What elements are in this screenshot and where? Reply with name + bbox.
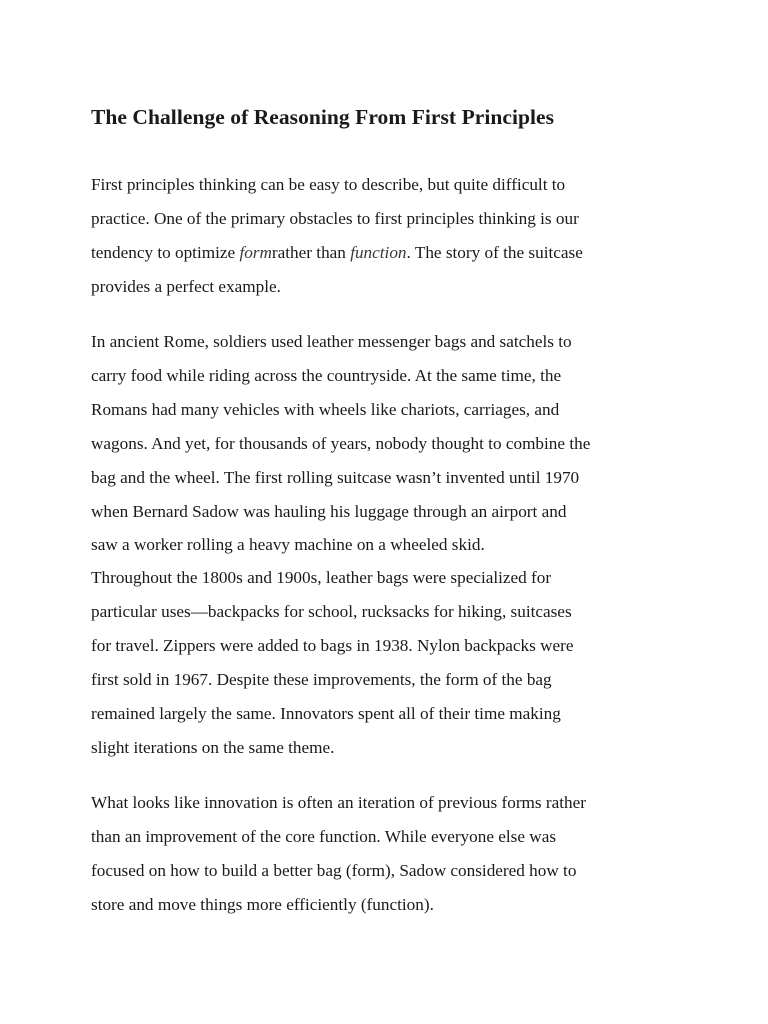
emphasis-form: form (239, 242, 272, 262)
text-line: remained largely the same. Innovators spent all of their time making (91, 703, 561, 723)
text-run: rather than (271, 242, 351, 262)
text-line: First principles thinking can be easy to describe, but quite difficult to (91, 175, 566, 194)
emphasis-function: function (350, 242, 407, 262)
paragraph-rome (91, 325, 691, 562)
text-line: than an improvement of the core function. While everyone else was (91, 826, 557, 846)
text-run: . The story of the suitcase (406, 242, 583, 262)
paragraph-intro (91, 168, 691, 304)
text-line: for travel. Zippers were added to bags in 1938. Nylon backpacks were (91, 635, 574, 655)
text-line: In ancient Rome, soldiers used leather messenger bags and satchels to (91, 332, 572, 351)
text-line: carry food while riding across the countryside. At the same time, the (91, 365, 562, 385)
text-line: store and move things more efficiently (function). (91, 894, 434, 914)
text-line: when Bernard Sadow was hauling his luggage through an airport and (91, 501, 567, 521)
page-title: The Challenge of Reasoning From First Principles (91, 105, 555, 129)
text-run: tendency to optimize (91, 242, 240, 262)
paragraph-conclusion (91, 786, 691, 922)
text-line: slight iterations on the same theme. (91, 737, 335, 757)
text-line: Throughout the 1800s and 1900s, leather bags were specialized for (91, 568, 552, 587)
text-line: practice. One of the primary obstacles to first principles thinking is our (91, 208, 579, 228)
text-line: bag and the wheel. The first rolling suitcase wasn’t invented until 1970 (91, 467, 580, 487)
text-line: provides a perfect example. (91, 276, 281, 296)
paragraph-history (91, 561, 691, 764)
text-line: What looks like innovation is often an iteration of previous forms rather (91, 793, 586, 812)
text-line (91, 236, 691, 270)
text-line: focused on how to build a better bag (form), Sadow considered how to (91, 860, 577, 880)
text-line: Romans had many vehicles with wheels like chariots, carriages, and (91, 399, 560, 419)
text-line: particular uses—backpacks for school, rucksacks for hiking, suitcases (91, 601, 572, 621)
text-line: wagons. And yet, for thousands of years, nobody thought to combine the (91, 433, 591, 453)
text-line: first sold in 1967. Despite these improvements, the form of the bag (91, 669, 552, 689)
text-line: saw a worker rolling a heavy machine on a wheeled skid. (91, 535, 485, 555)
